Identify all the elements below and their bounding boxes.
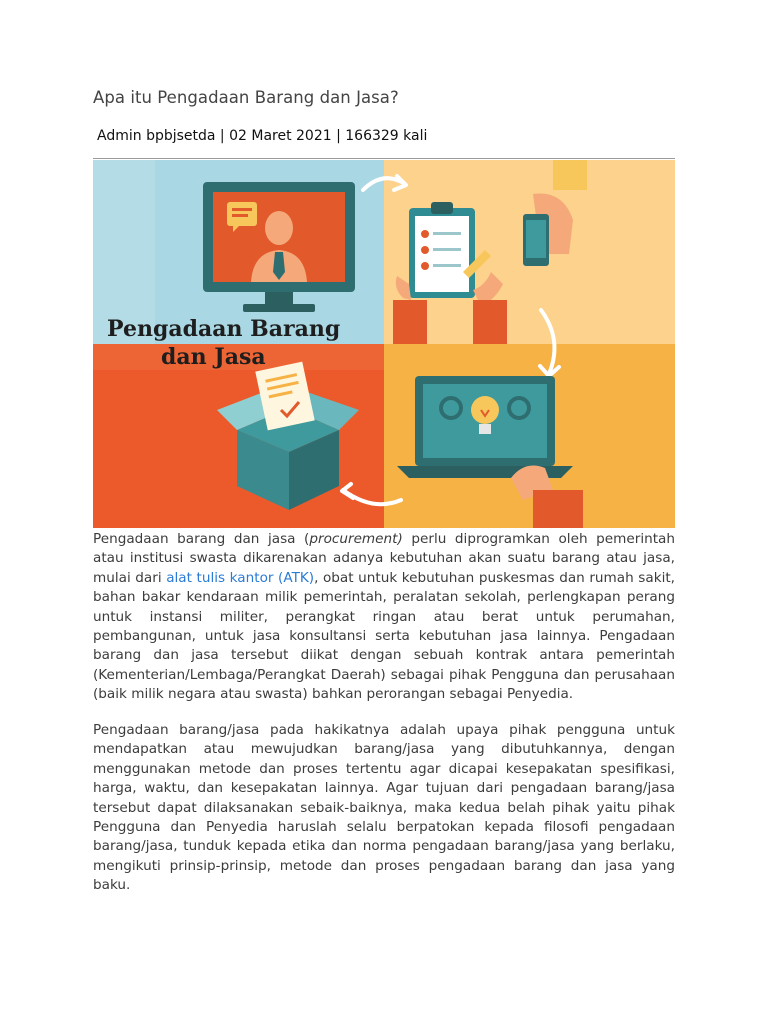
title-divider	[93, 158, 675, 159]
hero-illustration	[93, 160, 675, 528]
hero-title-line1: Pengadaan Barang	[107, 316, 341, 342]
article-title: Apa itu Pengadaan Barang dan Jasa?	[93, 88, 399, 107]
paragraph-essence: Pengadaan barang/jasa pada hakikatnya adalah upaya pihak pengguna untuk mendapatkan atau mewujudkan barang/jasa yang dibutuhkannya, dengan menggunakan metode dan proses tertentu agar dicapai kesepakatan spesifikasi, harga, waktu, dan kesepakatan lainnya. Agar tujuan dari pengadaan barang/jasa tersebut dapat dilaksanakan sebaik-baiknya, maka kedua belah pihak yaitu pihak Pengguna dan Penyedia haruslah selalu berpatokan kepada filosofi pengadaan barang/jasa, tunduk kepada etika dan norma pengadaan barang/jasa yang berlaku, mengikuti prinsip-prinsip, metode dan proses pengadaan barang dan jasa yang baku.	[93, 722, 675, 894]
atk-link[interactable]: alat tulis kantor (ATK)	[166, 569, 315, 586]
hero-title-line2: dan Jasa	[161, 344, 266, 370]
article-meta: Admin bpbjsetda | 02 Maret 2021 | 166329 kali	[97, 128, 428, 144]
procurement-term: procurement)	[309, 531, 403, 547]
paragraph-procurement: Pengadaan barang dan jasa (procurement) perlu diprogramkan oleh pemerintah atau institusi swasta dikarenakan adanya kebutuhan akan suatu barang atau jasa, mulai dari alat tulis kantor (ATK), obat untuk kebutuhan puskesmas dan rumah sakit, bahan bakar kendaraan milik pemerintah, peralatan sekolah, perlengkapan perang untuk instansi militer, perangkat ringan atau berat untuk perumahan, pembangunan, untuk jasa konsultansi serta kebutuhan jasa lainnya. Pengadaan barang dan jasa tersebut diikat dengan sebuah kontrak antara pemerintah (Kementerian/Lembaga/Perangkat Daerah) sebagai pihak Pengguna dan perusahaan (baik milik negara atau swasta) bahkan perorangan sebagai Penyedia.	[93, 531, 675, 703]
